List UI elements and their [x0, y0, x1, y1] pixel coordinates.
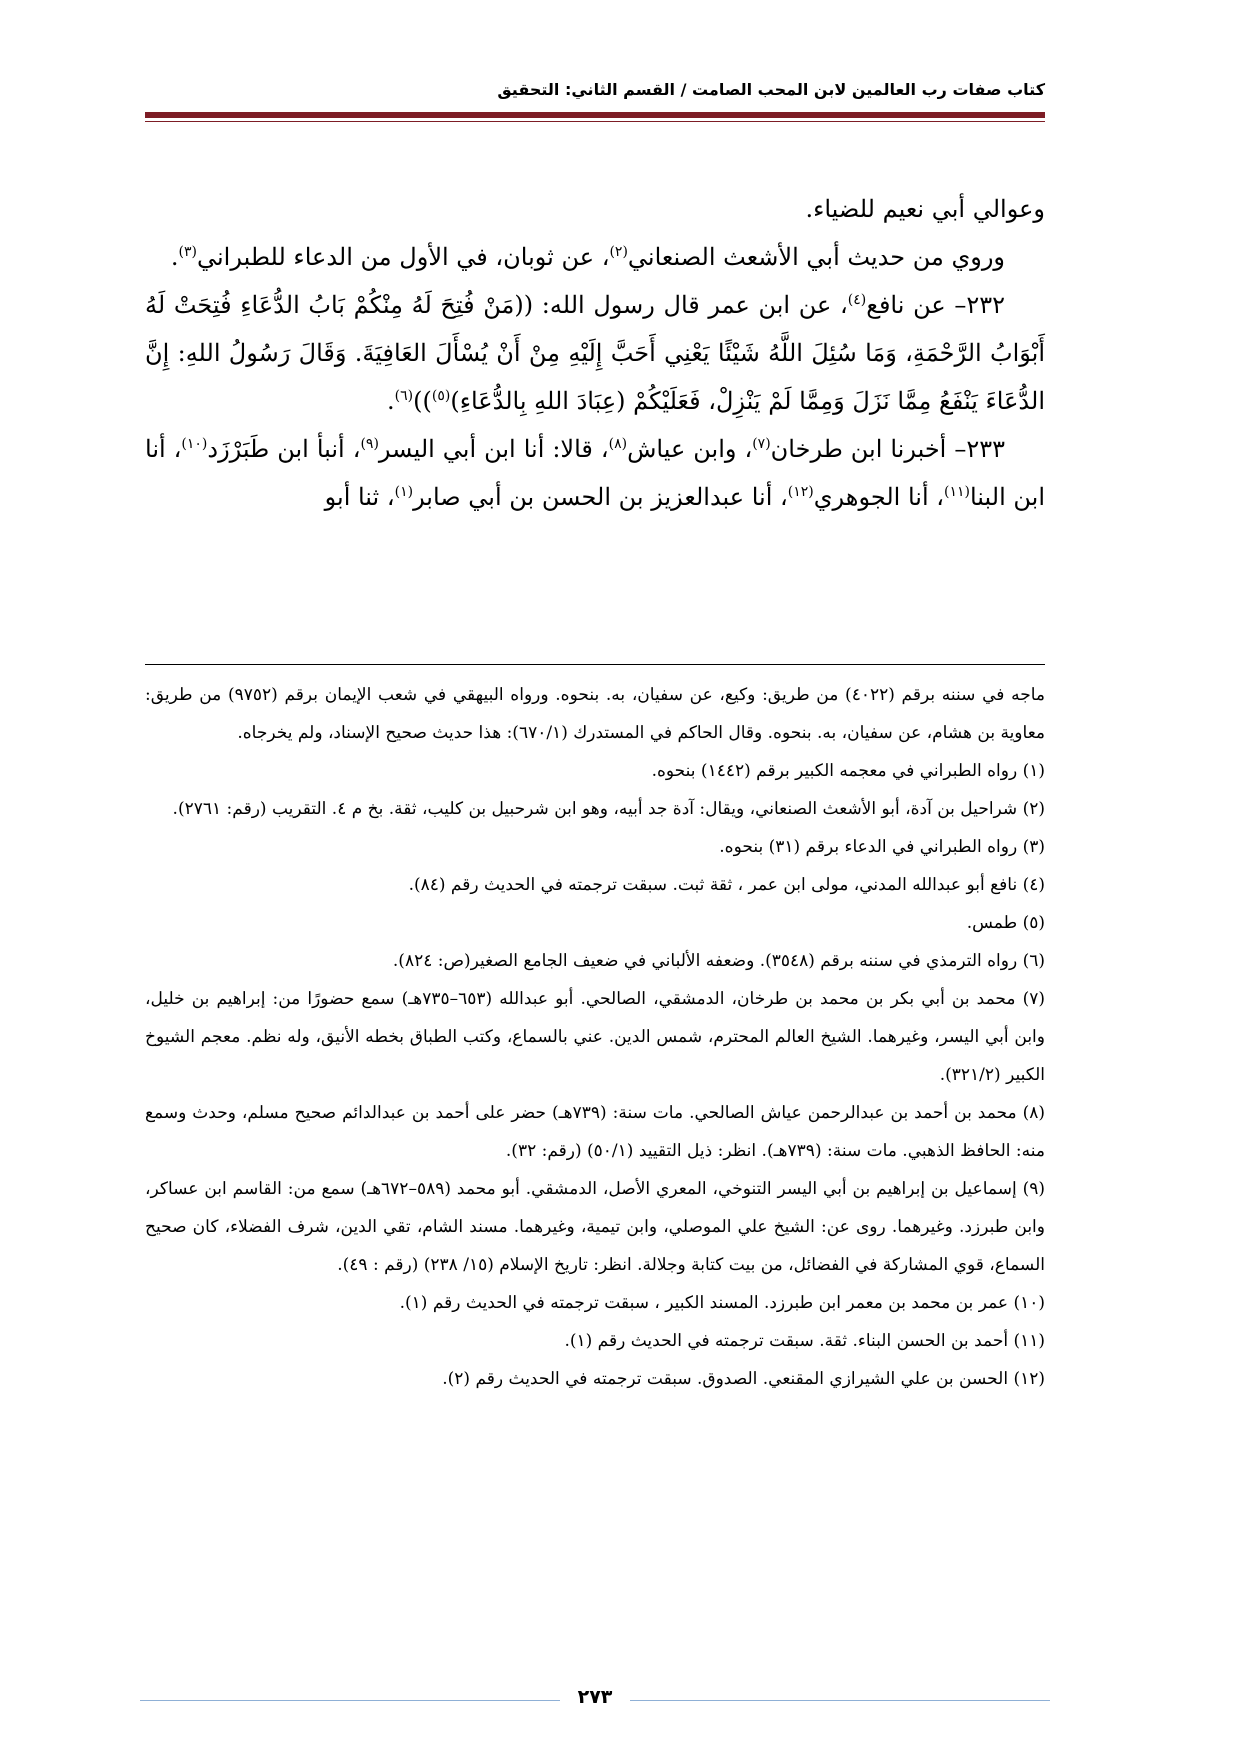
footnotes: [145, 676, 1045, 1398]
footnote-ref: (٤): [847, 292, 867, 308]
main-text: [145, 185, 1045, 521]
footnote-item: (١) رواه الطبراني في معجمه الكبير برقم (١٤٤٢) بنحوه.: [651, 761, 1045, 781]
footnote-item: ماجه في سننه برقم (٤٠٢٢) من طريق: وكيع، عن سفيان، به. بنحوه. ورواه البيهقي في شعب الإيمان برقم (٩٧٥٢) من طريق: معاوية بن هشام، عن سفيان، به. بنحوه. وقال الحاكم في المستدرك (٦٧٠/١): هذا حديث صحيح الإسناد، ولم يخرجاه.: [145, 685, 1045, 743]
running-header: كتاب صفات رب العالمين لابن المحب الصامت / القسم الثاني: التحقيق: [497, 80, 1045, 99]
footnote-item: (٣) رواه الطبراني في الدعاء برقم (٣١) بنحوه.: [719, 837, 1045, 857]
footnote-ref: (١٠): [181, 436, 208, 452]
page-number: ٢٧٣: [577, 1686, 613, 1708]
footer-rule-right: [630, 1700, 1050, 1701]
footnote-item: (٨) محمد بن أحمد بن عبدالرحمن عياش الصالحي. مات سنة: (٧٣٩هـ) حضر على أحمد بن عبدالدائم صحيح مسلم، وحدث وسمع منه: الحافظ الذهبي. مات سنة: (٧٣٩هـ). انظر: ذيل التقييد (٥٠/١) (رقم: ٣٢).: [145, 1103, 1046, 1161]
footnote-item: (١٢) الحسن بن علي الشيرازي المقنعي. الصدوق. سبقت ترجمته في الحديث رقم (٢).: [442, 1369, 1045, 1389]
footnote-item: (٥) طمس.: [966, 913, 1045, 933]
footnote-item: (١١) أحمد بن الحسن البناء. ثقة. سبقت ترجمته في الحديث رقم (١).: [564, 1331, 1045, 1351]
footnote-item: (٦) رواه الترمذي في سننه برقم (٣٥٤٨). وضعفه الألباني في ضعيف الجامع الصغير(ص: ٨٢٤).: [392, 951, 1045, 971]
footnote-ref: (٨): [608, 436, 628, 452]
footnote-ref: (٧): [752, 436, 771, 452]
footnote-item: (٧) محمد بن أبي بكر بن محمد بن طرخان، الدمشقي، الصالحي. أبو عبدالله (٦٥٣–٧٣٥هـ) سمع حضورًا من: إبراهيم بن خليل، وابن أبي اليسر، وغيرهما. الشيخ العالم المحترم، شمس الدين. عني بالسماع، وكتب الطباق بخطه الأنيق، وله نظم. معجم الشيوخ الكبير (٣٢١/٢).: [145, 989, 1045, 1085]
paragraph-hadith-232: ٢٣٢– عن نافع$^{(٤)}$، عن ابن عمر قال رسول الله: ((مَنْ فُتِحَ لَهُ مِنْكُمْ بَابُ الدُّعَاءِ فُتِحَتْ لَهُ أَبْوَابُ الرَّحْمَةِ، وَمَا سُئِلَ اللَّهُ شَيْئًا يَعْنِي أَحَبَّ إِلَيْهِ مِنْ أَنْ يُسْأَلَ العَافِيَةَ. وَقَالَ رَسُولُ اللهِ: إِنَّ الدُّعَاءَ يَنْفَعُ مِمَّا نَزَلَ وَمِمَّا لَمْ يَنْزِلْ، فَعَلَيْكُمْ (عِبَادَ اللهِ بِالدُّعَاءِ)$^{(٥)}$))$^{(٦)}$.: [145, 291, 1045, 415]
paragraph-2: وروي من حديث أبي الأشعث الصنعاني$^{(٢)}$، عن ثوبان، في الأول من الدعاء للطبراني$^{(٣)}$.: [170, 243, 1005, 271]
footnote-ref: (١٢): [787, 484, 814, 500]
footnote-ref: (١): [394, 484, 414, 500]
footnote-ref: (٢): [609, 244, 628, 260]
footer-rule-left: [140, 1700, 560, 1701]
footnote-ref: (٦): [394, 388, 414, 404]
footnote-item: (١٠) عمر بن محمد بن معمر ابن طبرزد. المسند الكبير ، سبقت ترجمته في الحديث رقم (١).: [399, 1293, 1045, 1313]
paragraph-hadith-233: ٢٣٣– أخبرنا ابن طرخان$^{(٧)}$، وابن عياش$^{(٨)}$، قالا: أنا ابن أبي اليسر$^{(٩)}$، أنبأ ابن طَبَرْزَد$^{(١٠)}$، أنا ابن البنا$^{(١١)}$، أنا الجوهري$^{(١٢)}$، أنا عبدالعزيز بن الحسن بن أبي صابر$^{(١)}$، ثنا أبو: [145, 435, 1045, 511]
footnote-ref: (٥): [431, 388, 451, 404]
header-rule-thick: [145, 112, 1045, 118]
footnote-separator: [145, 664, 1045, 665]
footnote-ref: (١١): [943, 484, 970, 500]
footnote-item: (٤) نافع أبو عبدالله المدني، مولى ابن عمر ، ثقة ثبت. سبقت ترجمته في الحديث رقم (٨٤).: [408, 875, 1045, 895]
footnote-item: (٩) إسماعيل بن إبراهيم بن أبي اليسر التنوخي، المعري الأصل، الدمشقي. أبو محمد (٥٨٩–٦٧٢هـ) سمع من: القاسم ابن عساكر، وابن طبرزد. وغيرهما. روى عن: الشيخ علي الموصلي، وابن تيمية، وغيرهما. مسند الشام، تقي الدين، شرف الفضلاء، كان صحيح السماع، قوي المشاركة في الفضائل، من بيت كتابة وجلالة. انظر: تاريخ الإسلام (١٥/ ٢٣٨) (رقم : ٤٩).: [145, 1179, 1045, 1275]
paragraph-1: وعوالي أبي نعيم للضياء.: [805, 195, 1045, 223]
footnote-ref: (٣): [178, 244, 197, 260]
header-rule-thin: [145, 121, 1045, 122]
footnote-ref: (٩): [360, 436, 379, 452]
footnote-item: (٢) شراحيل بن آدة، أبو الأشعث الصنعاني، ويقال: آدة جد أبيه، وهو ابن شرحبيل بن كليب، ثقة. بخ م ٤. التقريب (رقم: ٢٧٦١).: [172, 799, 1045, 819]
